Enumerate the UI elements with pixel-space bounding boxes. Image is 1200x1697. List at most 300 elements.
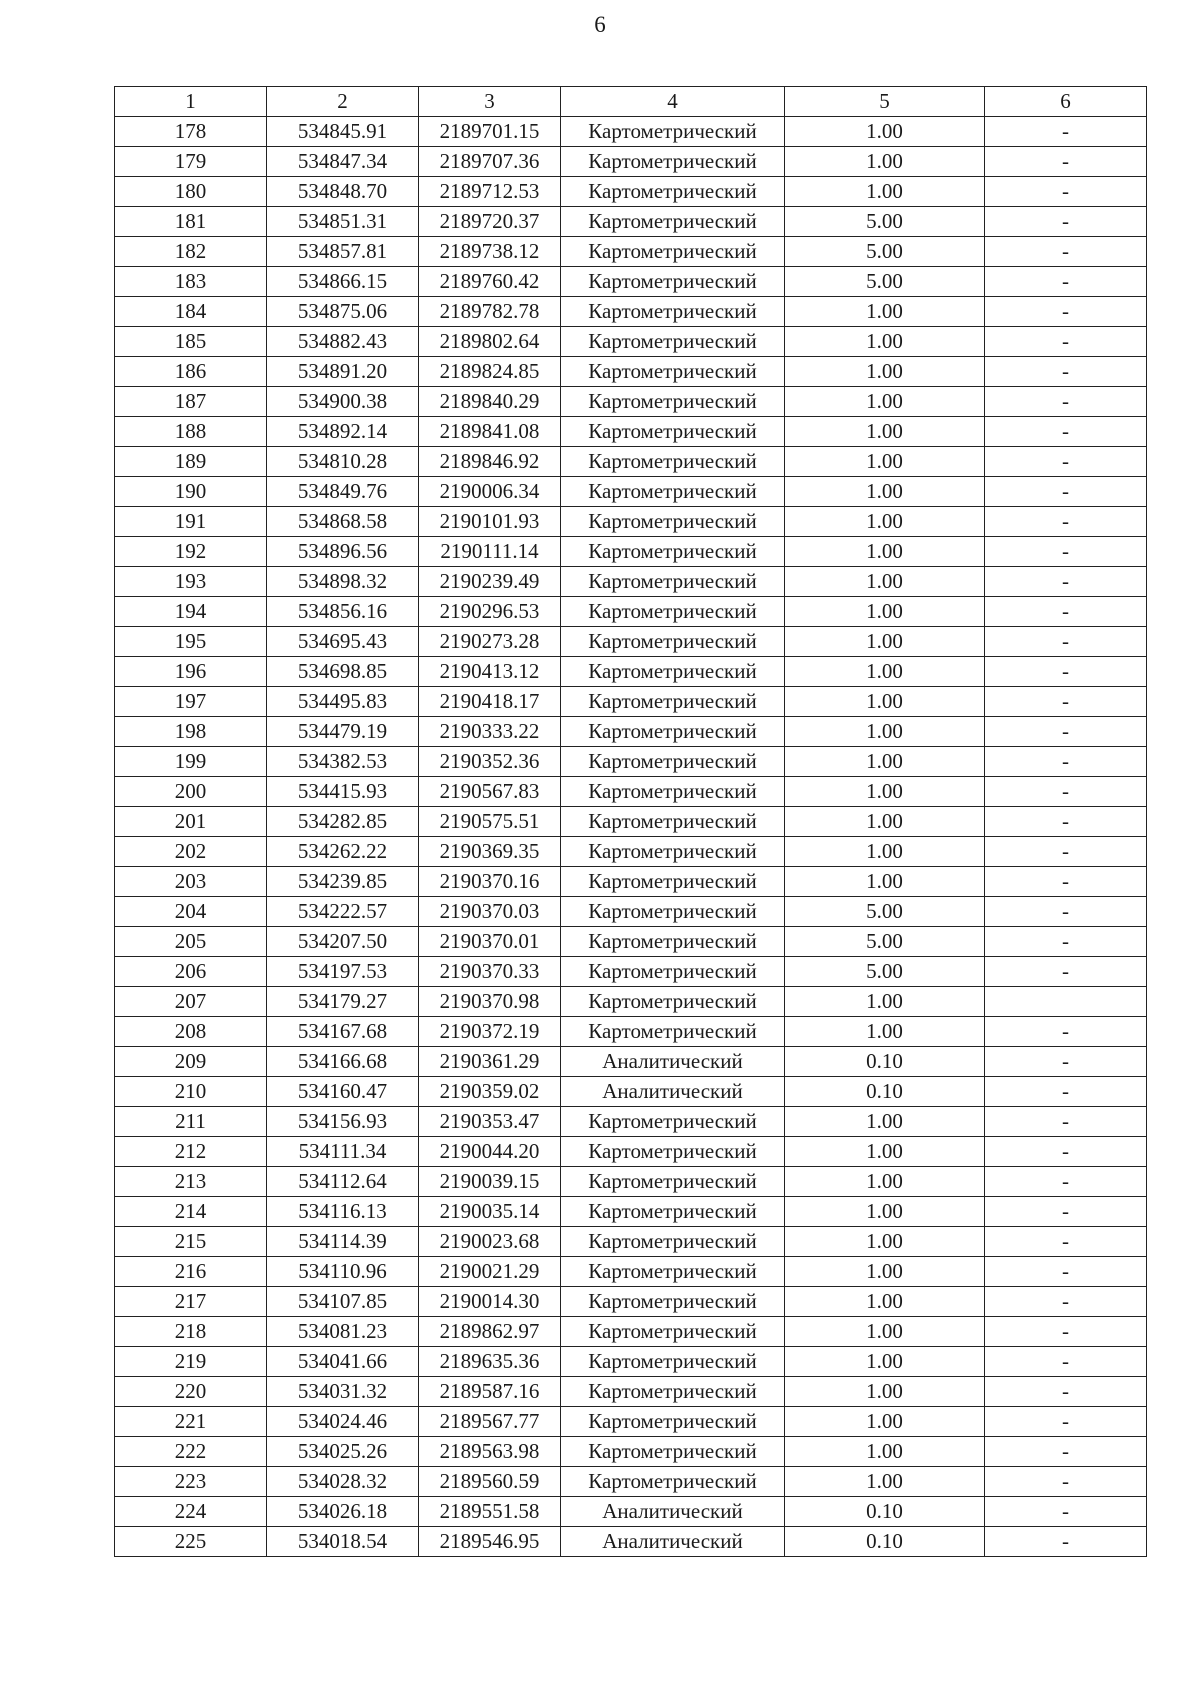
cell-point-number: 219 [115, 1347, 267, 1377]
cell-accuracy: 0.10 [785, 1047, 985, 1077]
table-row [115, 1527, 1147, 1557]
table-row [115, 627, 1147, 657]
cell-accuracy: 1.00 [785, 867, 985, 897]
cell-accuracy: 1.00 [785, 807, 985, 837]
cell-method: Картометрический [561, 657, 785, 687]
cell-method: Аналитический [561, 1077, 785, 1107]
cell-accuracy: 1.00 [785, 597, 985, 627]
cell-note: - [985, 1047, 1147, 1077]
cell-y-coordinate: 2189862.97 [419, 1317, 561, 1347]
cell-y-coordinate: 2190370.33 [419, 957, 561, 987]
cell-accuracy: 1.00 [785, 537, 985, 567]
cell-x-coordinate: 534107.85 [267, 1287, 419, 1317]
cell-point-number: 220 [115, 1377, 267, 1407]
cell-note: - [985, 147, 1147, 177]
cell-note: - [985, 1257, 1147, 1287]
cell-accuracy: 1.00 [785, 1287, 985, 1317]
cell-note: - [985, 627, 1147, 657]
cell-note: - [985, 327, 1147, 357]
cell-method: Картометрический [561, 1377, 785, 1407]
coordinates-table [114, 86, 1147, 1557]
cell-note: - [985, 1467, 1147, 1497]
table-row [115, 987, 1147, 1017]
cell-accuracy: 1.00 [785, 1167, 985, 1197]
cell-note: - [985, 867, 1147, 897]
cell-point-number: 193 [115, 567, 267, 597]
cell-x-coordinate: 534110.96 [267, 1257, 419, 1287]
header-col-5: 5 [785, 87, 985, 117]
cell-accuracy: 1.00 [785, 1257, 985, 1287]
cell-accuracy: 0.10 [785, 1497, 985, 1527]
table-row [115, 1047, 1147, 1077]
cell-x-coordinate: 534018.54 [267, 1527, 419, 1557]
cell-note: - [985, 1497, 1147, 1527]
cell-note: - [985, 357, 1147, 387]
cell-x-coordinate: 534866.15 [267, 267, 419, 297]
cell-y-coordinate: 2190567.83 [419, 777, 561, 807]
cell-point-number: 183 [115, 267, 267, 297]
cell-x-coordinate: 534847.34 [267, 147, 419, 177]
cell-y-coordinate: 2189738.12 [419, 237, 561, 267]
cell-x-coordinate: 534026.18 [267, 1497, 419, 1527]
cell-note: - [985, 657, 1147, 687]
table-row [115, 1227, 1147, 1257]
header-col-1: 1 [115, 87, 267, 117]
cell-method: Картометрический [561, 1197, 785, 1227]
cell-x-coordinate: 534024.46 [267, 1407, 419, 1437]
cell-y-coordinate: 2190023.68 [419, 1227, 561, 1257]
cell-method: Картометрический [561, 597, 785, 627]
cell-note: - [985, 897, 1147, 927]
cell-y-coordinate: 2190333.22 [419, 717, 561, 747]
cell-note: - [985, 507, 1147, 537]
cell-point-number: 206 [115, 957, 267, 987]
table-header [115, 87, 1147, 117]
cell-x-coordinate: 534041.66 [267, 1347, 419, 1377]
table-row [115, 327, 1147, 357]
cell-x-coordinate: 534116.13 [267, 1197, 419, 1227]
table-row [115, 237, 1147, 267]
table-row [115, 1377, 1147, 1407]
cell-note: - [985, 837, 1147, 867]
cell-point-number: 208 [115, 1017, 267, 1047]
cell-method: Картометрический [561, 297, 785, 327]
cell-point-number: 215 [115, 1227, 267, 1257]
cell-x-coordinate: 534868.58 [267, 507, 419, 537]
cell-note: - [985, 1347, 1147, 1377]
cell-y-coordinate: 2190239.49 [419, 567, 561, 597]
cell-y-coordinate: 2190021.29 [419, 1257, 561, 1287]
cell-x-coordinate: 534857.81 [267, 237, 419, 267]
table-row [115, 1197, 1147, 1227]
cell-point-number: 182 [115, 237, 267, 267]
cell-accuracy: 1.00 [785, 387, 985, 417]
cell-x-coordinate: 534114.39 [267, 1227, 419, 1257]
cell-x-coordinate: 534156.93 [267, 1107, 419, 1137]
cell-y-coordinate: 2189720.37 [419, 207, 561, 237]
cell-method: Картометрический [561, 1107, 785, 1137]
cell-y-coordinate: 2189546.95 [419, 1527, 561, 1557]
table-row [115, 177, 1147, 207]
table-row [115, 1257, 1147, 1287]
cell-note: - [985, 1077, 1147, 1107]
cell-x-coordinate: 534495.83 [267, 687, 419, 717]
cell-method: Картометрический [561, 777, 785, 807]
cell-note: - [985, 297, 1147, 327]
cell-note: - [985, 477, 1147, 507]
cell-x-coordinate: 534810.28 [267, 447, 419, 477]
cell-y-coordinate: 2190111.14 [419, 537, 561, 567]
cell-point-number: 185 [115, 327, 267, 357]
cell-x-coordinate: 534197.53 [267, 957, 419, 987]
table-row [115, 567, 1147, 597]
cell-y-coordinate: 2190035.14 [419, 1197, 561, 1227]
cell-accuracy: 1.00 [785, 327, 985, 357]
cell-y-coordinate: 2190370.16 [419, 867, 561, 897]
cell-point-number: 194 [115, 597, 267, 627]
cell-y-coordinate: 2190273.28 [419, 627, 561, 657]
cell-y-coordinate: 2190575.51 [419, 807, 561, 837]
cell-note: - [985, 117, 1147, 147]
cell-method: Аналитический [561, 1047, 785, 1077]
cell-y-coordinate: 2190044.20 [419, 1137, 561, 1167]
header-col-4: 4 [561, 87, 785, 117]
cell-method: Картометрический [561, 687, 785, 717]
table-row [115, 927, 1147, 957]
cell-y-coordinate: 2189563.98 [419, 1437, 561, 1467]
cell-y-coordinate: 2190352.36 [419, 747, 561, 777]
cell-x-coordinate: 534848.70 [267, 177, 419, 207]
cell-x-coordinate: 534851.31 [267, 207, 419, 237]
table-row [115, 1077, 1147, 1107]
cell-method: Картометрический [561, 1407, 785, 1437]
table-row [115, 897, 1147, 927]
cell-accuracy: 1.00 [785, 417, 985, 447]
cell-point-number: 199 [115, 747, 267, 777]
cell-point-number: 205 [115, 927, 267, 957]
cell-y-coordinate: 2189760.42 [419, 267, 561, 297]
cell-point-number: 190 [115, 477, 267, 507]
cell-x-coordinate: 534479.19 [267, 717, 419, 747]
table-row [115, 267, 1147, 297]
cell-accuracy: 1.00 [785, 627, 985, 657]
cell-x-coordinate: 534900.38 [267, 387, 419, 417]
table-row [115, 777, 1147, 807]
cell-point-number: 192 [115, 537, 267, 567]
cell-x-coordinate: 534160.47 [267, 1077, 419, 1107]
cell-point-number: 213 [115, 1167, 267, 1197]
cell-point-number: 216 [115, 1257, 267, 1287]
table-row [115, 1287, 1147, 1317]
cell-point-number: 197 [115, 687, 267, 717]
cell-x-coordinate: 534222.57 [267, 897, 419, 927]
cell-x-coordinate: 534849.76 [267, 477, 419, 507]
cell-method: Картометрический [561, 537, 785, 567]
cell-method: Картометрический [561, 507, 785, 537]
cell-y-coordinate: 2190006.34 [419, 477, 561, 507]
cell-note: - [985, 447, 1147, 477]
cell-note: - [985, 1137, 1147, 1167]
cell-method: Картометрический [561, 147, 785, 177]
cell-accuracy: 0.10 [785, 1527, 985, 1557]
cell-point-number: 210 [115, 1077, 267, 1107]
cell-point-number: 224 [115, 1497, 267, 1527]
cell-note: - [985, 1377, 1147, 1407]
cell-method: Картометрический [561, 1257, 785, 1287]
cell-method: Картометрический [561, 717, 785, 747]
table-row [115, 597, 1147, 627]
cell-accuracy: 1.00 [785, 1407, 985, 1437]
cell-note: - [985, 1317, 1147, 1347]
cell-method: Картометрический [561, 357, 785, 387]
cell-method: Картометрический [561, 417, 785, 447]
cell-method: Картометрический [561, 177, 785, 207]
cell-y-coordinate: 2190359.02 [419, 1077, 561, 1107]
cell-method: Картометрический [561, 207, 785, 237]
cell-method: Аналитический [561, 1497, 785, 1527]
cell-y-coordinate: 2190101.93 [419, 507, 561, 537]
cell-x-coordinate: 534112.64 [267, 1167, 419, 1197]
cell-point-number: 188 [115, 417, 267, 447]
cell-accuracy: 1.00 [785, 567, 985, 597]
cell-method: Картометрический [561, 627, 785, 657]
cell-point-number: 196 [115, 657, 267, 687]
cell-point-number: 200 [115, 777, 267, 807]
cell-note: - [985, 1227, 1147, 1257]
table-row [115, 1497, 1147, 1527]
cell-y-coordinate: 2189840.29 [419, 387, 561, 417]
cell-method: Картометрический [561, 1467, 785, 1497]
cell-note: - [985, 1407, 1147, 1437]
cell-y-coordinate: 2189712.53 [419, 177, 561, 207]
cell-accuracy: 1.00 [785, 747, 985, 777]
page-number: 6 [594, 12, 606, 37]
cell-accuracy: 1.00 [785, 1137, 985, 1167]
cell-y-coordinate: 2190353.47 [419, 1107, 561, 1137]
cell-accuracy: 1.00 [785, 297, 985, 327]
cell-method: Картометрический [561, 237, 785, 267]
table-row [115, 447, 1147, 477]
cell-note: - [985, 687, 1147, 717]
cell-accuracy: 1.00 [785, 1017, 985, 1047]
cell-method: Картометрический [561, 1347, 785, 1377]
table-row [115, 1107, 1147, 1137]
cell-note: - [985, 597, 1147, 627]
cell-point-number: 212 [115, 1137, 267, 1167]
cell-note: - [985, 207, 1147, 237]
cell-accuracy: 1.00 [785, 1437, 985, 1467]
cell-point-number: 191 [115, 507, 267, 537]
cell-y-coordinate: 2190370.01 [419, 927, 561, 957]
cell-accuracy: 5.00 [785, 927, 985, 957]
cell-accuracy: 1.00 [785, 687, 985, 717]
cell-accuracy: 1.00 [785, 717, 985, 747]
cell-note: - [985, 1287, 1147, 1317]
header-col-2: 2 [267, 87, 419, 117]
cell-point-number: 186 [115, 357, 267, 387]
cell-x-coordinate: 534415.93 [267, 777, 419, 807]
cell-point-number: 218 [115, 1317, 267, 1347]
cell-method: Картометрический [561, 1167, 785, 1197]
cell-point-number: 207 [115, 987, 267, 1017]
cell-y-coordinate: 2189824.85 [419, 357, 561, 387]
cell-accuracy: 1.00 [785, 507, 985, 537]
cell-note: - [985, 1107, 1147, 1137]
cell-accuracy: 1.00 [785, 1317, 985, 1347]
table-row [115, 207, 1147, 237]
cell-note: - [985, 567, 1147, 597]
cell-note: - [985, 267, 1147, 297]
cell-method: Аналитический [561, 1527, 785, 1557]
cell-accuracy: 1.00 [785, 357, 985, 387]
cell-accuracy: 1.00 [785, 837, 985, 867]
cell-note [985, 987, 1147, 1017]
cell-method: Картометрический [561, 1227, 785, 1257]
cell-x-coordinate: 534698.85 [267, 657, 419, 687]
cell-note: - [985, 927, 1147, 957]
cell-accuracy: 1.00 [785, 1227, 985, 1257]
cell-point-number: 181 [115, 207, 267, 237]
cell-x-coordinate: 534031.32 [267, 1377, 419, 1407]
cell-y-coordinate: 2189802.64 [419, 327, 561, 357]
cell-y-coordinate: 2189701.15 [419, 117, 561, 147]
cell-x-coordinate: 534262.22 [267, 837, 419, 867]
table-row [115, 807, 1147, 837]
table-row [115, 1317, 1147, 1347]
cell-y-coordinate: 2190014.30 [419, 1287, 561, 1317]
cell-x-coordinate: 534166.68 [267, 1047, 419, 1077]
cell-note: - [985, 807, 1147, 837]
cell-method: Картометрический [561, 837, 785, 867]
cell-note: - [985, 1527, 1147, 1557]
cell-accuracy: 1.00 [785, 1377, 985, 1407]
cell-note: - [985, 957, 1147, 987]
cell-method: Картометрический [561, 117, 785, 147]
cell-accuracy: 1.00 [785, 177, 985, 207]
cell-point-number: 187 [115, 387, 267, 417]
table-row [115, 147, 1147, 177]
cell-note: - [985, 237, 1147, 267]
table-row [115, 867, 1147, 897]
table-row [115, 1467, 1147, 1497]
cell-note: - [985, 777, 1147, 807]
cell-y-coordinate: 2189782.78 [419, 297, 561, 327]
cell-y-coordinate: 2189567.77 [419, 1407, 561, 1437]
cell-x-coordinate: 534882.43 [267, 327, 419, 357]
cell-accuracy: 5.00 [785, 237, 985, 267]
cell-x-coordinate: 534845.91 [267, 117, 419, 147]
cell-point-number: 184 [115, 297, 267, 327]
cell-note: - [985, 1197, 1147, 1227]
table-row [115, 357, 1147, 387]
cell-accuracy: 0.10 [785, 1077, 985, 1107]
cell-y-coordinate: 2190370.03 [419, 897, 561, 927]
cell-method: Картометрический [561, 957, 785, 987]
cell-accuracy: 1.00 [785, 657, 985, 687]
table-body [115, 117, 1147, 1557]
cell-y-coordinate: 2189560.59 [419, 1467, 561, 1497]
cell-method: Картометрический [561, 447, 785, 477]
cell-accuracy: 5.00 [785, 207, 985, 237]
cell-accuracy: 1.00 [785, 477, 985, 507]
header-col-3: 3 [419, 87, 561, 117]
cell-point-number: 178 [115, 117, 267, 147]
cell-point-number: 202 [115, 837, 267, 867]
cell-y-coordinate: 2190369.35 [419, 837, 561, 867]
cell-method: Картометрический [561, 477, 785, 507]
cell-point-number: 225 [115, 1527, 267, 1557]
table-row [115, 117, 1147, 147]
cell-note: - [985, 177, 1147, 207]
cell-accuracy: 1.00 [785, 1197, 985, 1227]
cell-method: Картометрический [561, 1137, 785, 1167]
cell-y-coordinate: 2189635.36 [419, 1347, 561, 1377]
header-row [115, 87, 1147, 117]
cell-x-coordinate: 534028.32 [267, 1467, 419, 1497]
cell-point-number: 179 [115, 147, 267, 177]
cell-x-coordinate: 534891.20 [267, 357, 419, 387]
cell-method: Картометрический [561, 747, 785, 777]
table-row [115, 957, 1147, 987]
cell-note: - [985, 717, 1147, 747]
cell-point-number: 217 [115, 1287, 267, 1317]
cell-point-number: 221 [115, 1407, 267, 1437]
cell-method: Картометрический [561, 387, 785, 417]
cell-method: Картометрический [561, 267, 785, 297]
cell-accuracy: 1.00 [785, 777, 985, 807]
cell-point-number: 214 [115, 1197, 267, 1227]
cell-x-coordinate: 534111.34 [267, 1137, 419, 1167]
cell-y-coordinate: 2190296.53 [419, 597, 561, 627]
cell-note: - [985, 537, 1147, 567]
cell-y-coordinate: 2190413.12 [419, 657, 561, 687]
table-row [115, 477, 1147, 507]
cell-accuracy: 1.00 [785, 987, 985, 1017]
cell-accuracy: 1.00 [785, 1107, 985, 1137]
header-col-6: 6 [985, 87, 1147, 117]
table-row [115, 507, 1147, 537]
cell-accuracy: 1.00 [785, 1347, 985, 1377]
cell-x-coordinate: 534856.16 [267, 597, 419, 627]
cell-x-coordinate: 534081.23 [267, 1317, 419, 1347]
table-row [115, 687, 1147, 717]
cell-point-number: 180 [115, 177, 267, 207]
cell-point-number: 198 [115, 717, 267, 747]
cell-y-coordinate: 2190370.98 [419, 987, 561, 1017]
cell-point-number: 203 [115, 867, 267, 897]
table-row [115, 747, 1147, 777]
table-row [115, 537, 1147, 567]
cell-method: Картометрический [561, 897, 785, 927]
table-row [115, 1437, 1147, 1467]
cell-method: Картометрический [561, 927, 785, 957]
cell-accuracy: 1.00 [785, 117, 985, 147]
cell-y-coordinate: 2190418.17 [419, 687, 561, 717]
table-row [115, 1407, 1147, 1437]
cell-accuracy: 1.00 [785, 1467, 985, 1497]
cell-method: Картометрический [561, 987, 785, 1017]
cell-accuracy: 1.00 [785, 447, 985, 477]
cell-point-number: 201 [115, 807, 267, 837]
cell-note: - [985, 417, 1147, 447]
cell-y-coordinate: 2190372.19 [419, 1017, 561, 1047]
cell-note: - [985, 1167, 1147, 1197]
cell-x-coordinate: 534282.85 [267, 807, 419, 837]
table-row [115, 717, 1147, 747]
cell-x-coordinate: 534025.26 [267, 1437, 419, 1467]
cell-x-coordinate: 534695.43 [267, 627, 419, 657]
cell-y-coordinate: 2189587.16 [419, 1377, 561, 1407]
